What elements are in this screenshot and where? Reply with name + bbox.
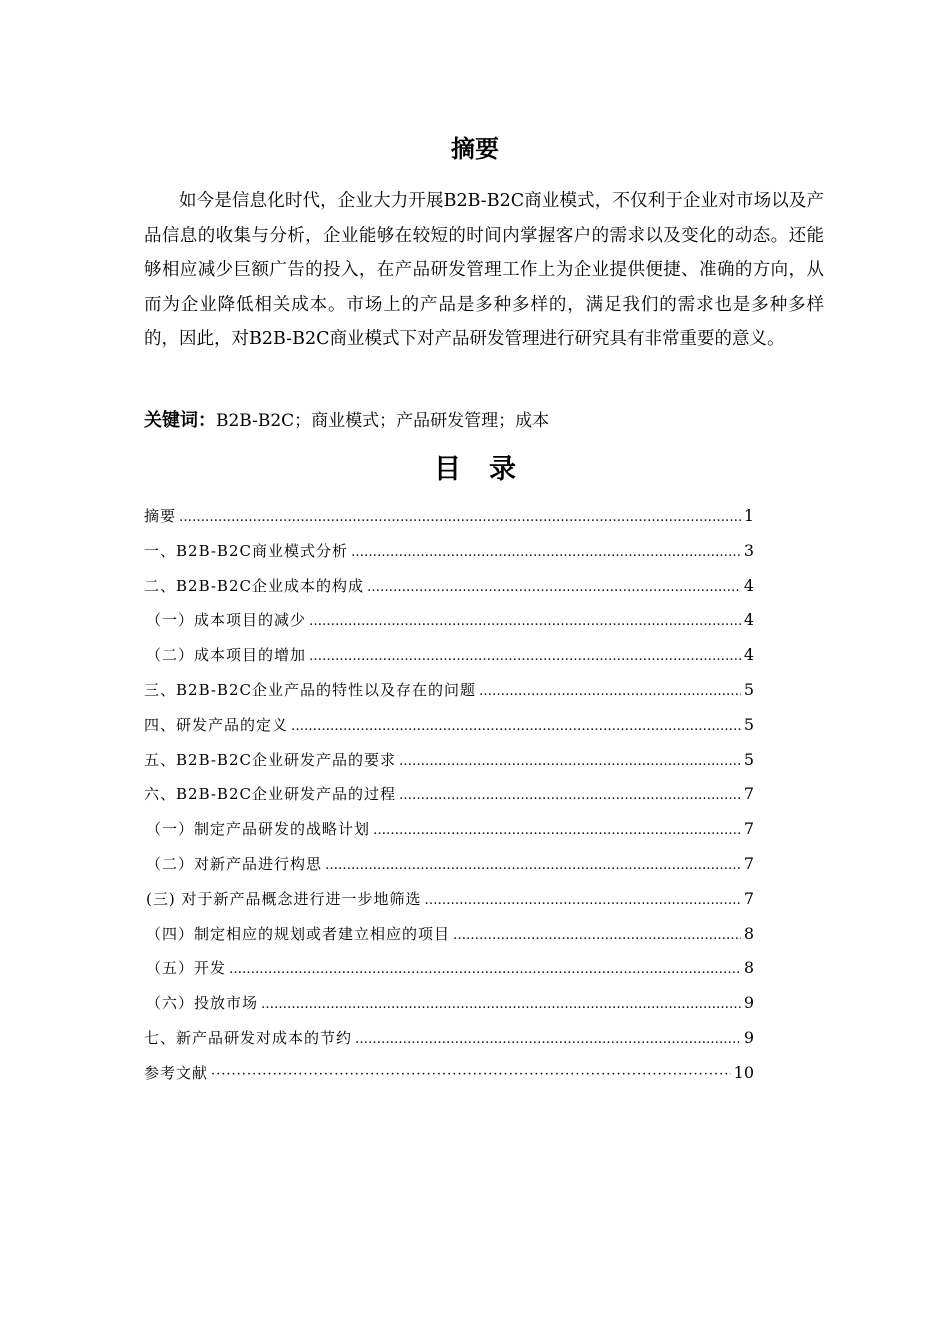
- toc-entry[interactable]: [144, 957, 754, 992]
- toc-leader: [325, 858, 741, 873]
- toc-entry[interactable]: [144, 644, 754, 679]
- keywords-label: 关键词：: [144, 410, 216, 431]
- toc-entry-label: （二）对新产品进行构思: [146, 854, 323, 873]
- toc-entry-label: （二）成本项目的增加: [146, 646, 307, 665]
- toc-entry-page: 8: [743, 923, 754, 943]
- toc-entry-page: 3: [743, 540, 754, 560]
- toc-entry-page: 9: [743, 993, 754, 1013]
- toc-leader: [229, 962, 741, 977]
- toc-entry-label: （一）成本项目的减少: [146, 611, 307, 630]
- toc-leader: [309, 614, 741, 629]
- toc-leader: [453, 928, 741, 943]
- toc-leader: [351, 545, 741, 560]
- toc-entry-label: 七、新产品研发对成本的节约: [144, 1028, 353, 1047]
- toc-entry-page: 4: [743, 575, 754, 595]
- toc-leader: [211, 1067, 731, 1082]
- toc-leader: [309, 649, 741, 664]
- toc-entry[interactable]: [144, 505, 754, 540]
- toc-entry[interactable]: [144, 853, 754, 888]
- toc-entry-page: 4: [743, 645, 754, 665]
- toc-entry-page: 7: [743, 819, 754, 839]
- toc-entry-label: 三、B2B-B2C企业产品的特性以及存在的问题: [144, 680, 476, 699]
- toc-entry-page: 5: [743, 749, 754, 769]
- toc-entry[interactable]: [144, 575, 754, 610]
- toc-leader: [373, 823, 741, 838]
- toc-entry-page: 7: [743, 784, 754, 804]
- toc-entry[interactable]: [144, 679, 754, 714]
- toc-entry[interactable]: [144, 992, 754, 1027]
- abstract-title: 摘要: [451, 135, 499, 163]
- toc-entry-page: 4: [743, 610, 754, 630]
- toc-entry-page: 9: [743, 1027, 754, 1047]
- toc-leader: [399, 754, 741, 769]
- toc-entry[interactable]: [144, 818, 754, 853]
- toc-entry[interactable]: [144, 1027, 754, 1062]
- toc-entry[interactable]: [144, 609, 754, 644]
- toc-leader: [479, 684, 741, 699]
- toc-entry-label: （五）开发: [146, 959, 227, 978]
- abstract-body: 如今是信息化时代，企业大力开展B2B-B2C商业模式，不仅利于企业对市场以及产品信息的收集与分析，企业能够在较短的时间内掌握客户的需求以及变化的动态。还能够相应减少巨额广告的投入，在产品研发管理工作上为企业提供便捷、准确的方向，从而为企业降低相关成本。市场上的产品是多种多样的，满足我们的需求也是多种多样的，因此，对B2B-B2C商业模式下对产品研发管理进行研究具有非常重要的意义。: [144, 191, 824, 349]
- toc-entry[interactable]: [144, 540, 754, 575]
- toc-entry-label: 参考文献: [144, 1063, 209, 1082]
- toc-entry[interactable]: [144, 783, 754, 818]
- toc-entry-page: 7: [743, 888, 754, 908]
- table-of-contents: [144, 505, 754, 1097]
- toc-entry-page: 10: [733, 1062, 754, 1082]
- toc-entry-page: 7: [743, 853, 754, 873]
- toc-entry[interactable]: [144, 749, 754, 784]
- toc-entry[interactable]: [144, 888, 754, 923]
- toc-entry-label: （四）制定相应的规划或者建立相应的项目: [146, 924, 451, 943]
- toc-entry-page: 8: [743, 958, 754, 978]
- toc-entry-label: 摘要: [144, 507, 177, 525]
- toc-leader: [291, 719, 741, 734]
- toc-entry-label: 二、B2B-B2C企业成本的构成: [144, 576, 364, 595]
- toc-title: 目录: [434, 454, 544, 485]
- toc-entry[interactable]: [144, 714, 754, 749]
- toc-entry-label: (三) 对于新产品概念进行进一步地筛选: [146, 889, 422, 908]
- toc-leader: [355, 1032, 741, 1047]
- toc-entry-page: 1: [743, 506, 754, 525]
- toc-entry-page: 5: [743, 679, 754, 699]
- toc-entry-label: （一）制定产品研发的战略计划: [146, 820, 371, 839]
- toc-leader: [179, 510, 741, 525]
- toc-entry-label: 四、研发产品的定义: [144, 715, 289, 734]
- toc-entry-label: 五、B2B-B2C企业研发产品的要求: [144, 750, 396, 769]
- toc-leader: [261, 997, 741, 1012]
- toc-entry[interactable]: [144, 923, 754, 958]
- toc-leader: [367, 580, 741, 595]
- toc-leader: [424, 893, 740, 908]
- toc-entry-label: 一、B2B-B2C商业模式分析: [144, 541, 348, 560]
- toc-entry-label: （六）投放市场: [146, 994, 259, 1013]
- toc-leader: [399, 788, 741, 803]
- keywords-text: B2B-B2C；商业模式；产品研发管理；成本: [216, 411, 550, 431]
- toc-entry[interactable]: [144, 1062, 754, 1097]
- toc-entry-page: 5: [743, 714, 754, 734]
- keywords-line: [144, 406, 824, 436]
- toc-entry-label: 六、B2B-B2C企业研发产品的过程: [144, 785, 396, 804]
